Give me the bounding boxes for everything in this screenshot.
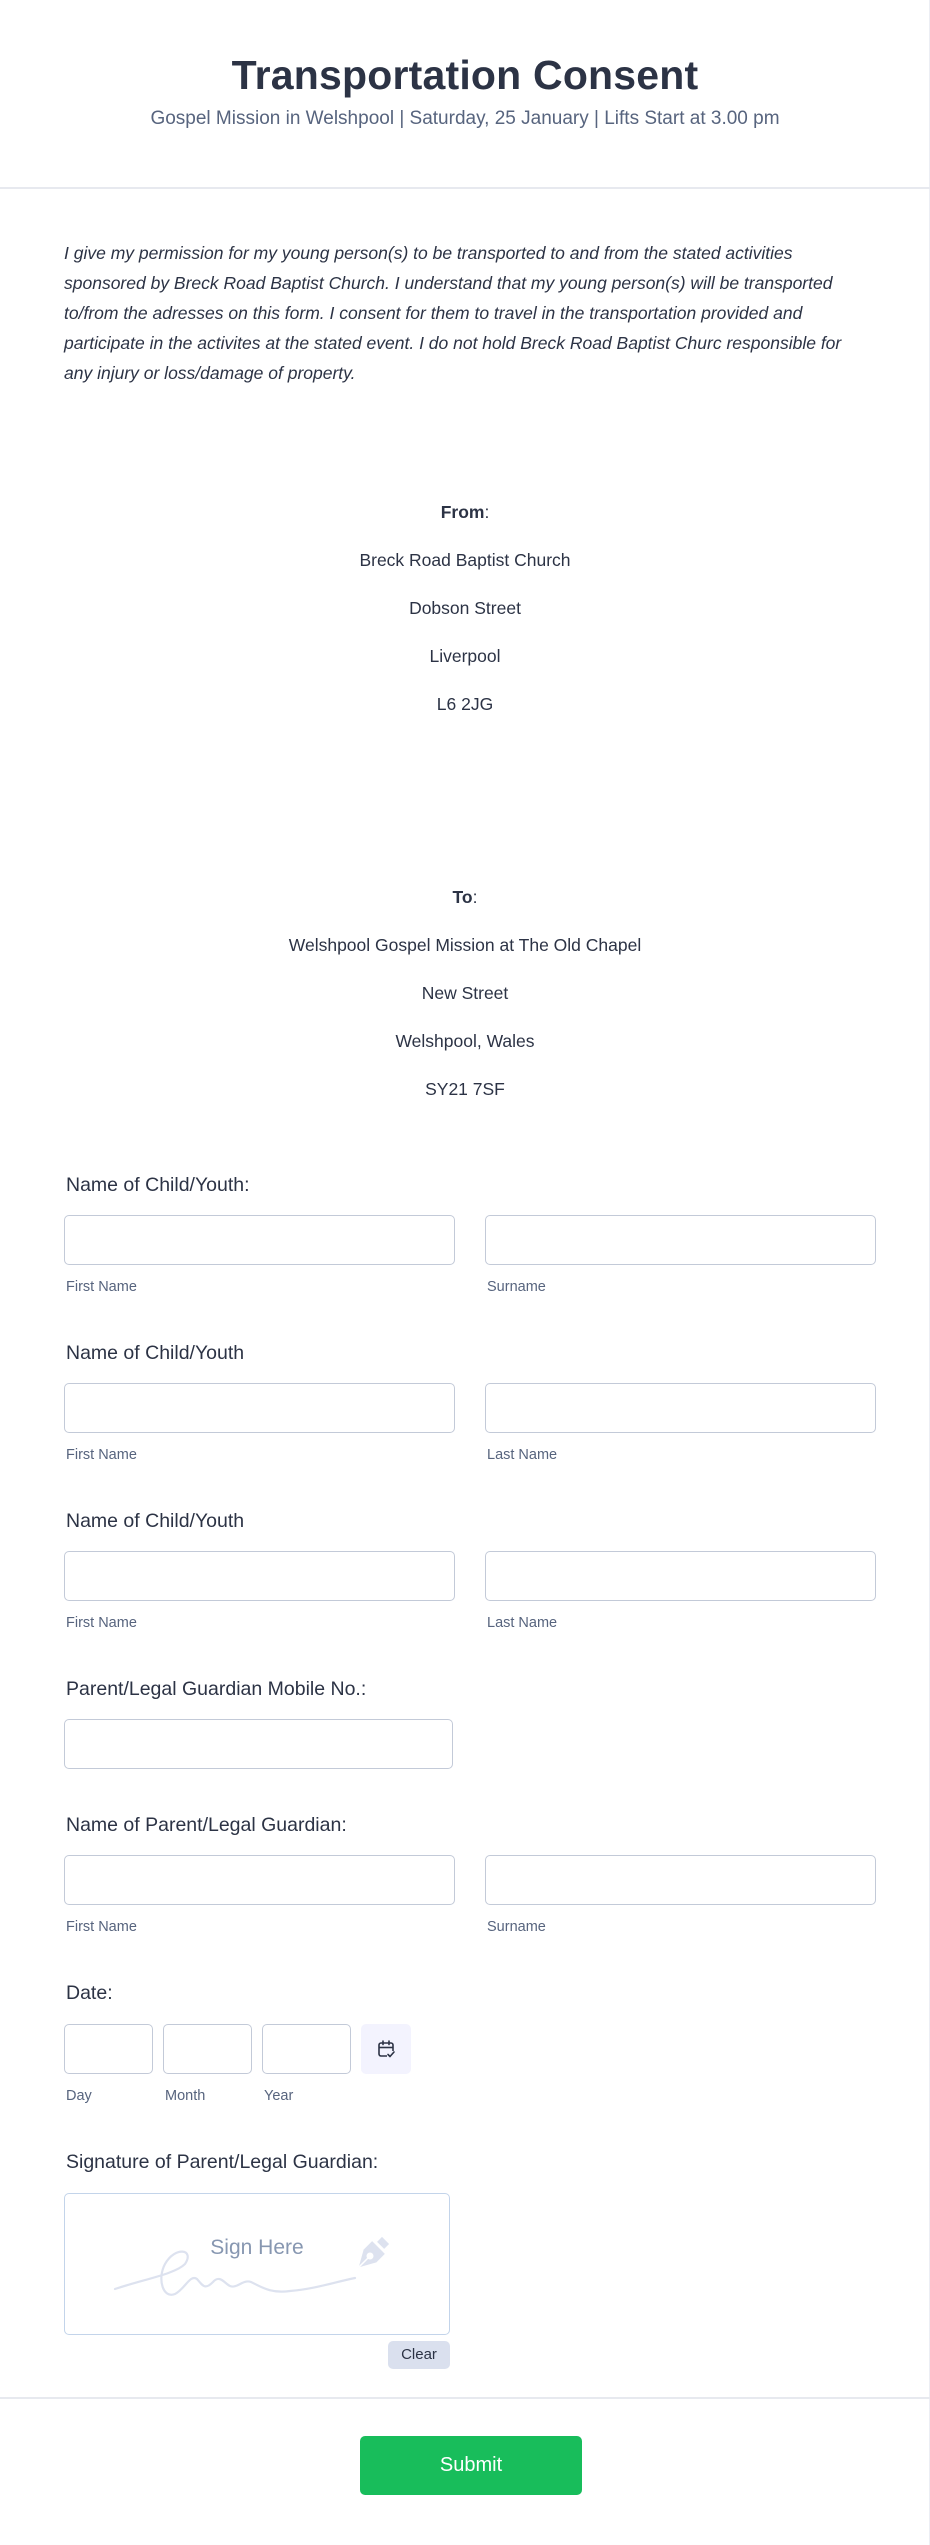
date-year-sublabel: Year <box>264 2088 294 2104</box>
child2-last-name-input[interactable] <box>485 1383 876 1433</box>
signature-pad[interactable] <box>64 2193 450 2335</box>
from-heading: From: <box>440 502 490 522</box>
child3-first-name-sublabel: First Name <box>66 1615 137 1631</box>
footer-divider <box>0 2397 930 2399</box>
to-line: Welshpool Gospel Mission at The Old Chapel <box>288 935 642 955</box>
page-subtitle: Gospel Mission in Welshpool | Saturday, 25 January | Lifts Start at 3.00 pm <box>150 108 780 129</box>
date-month-input[interactable] <box>163 2024 252 2074</box>
from-line: Dobson Street <box>409 598 521 618</box>
child3-last-name-sublabel: Last Name <box>487 1615 558 1631</box>
date-day-input[interactable] <box>64 2024 153 2074</box>
signature-label: Signature of Parent/Legal Guardian: <box>66 2151 379 2173</box>
guardian-name-label: Name of Parent/Legal Guardian: <box>66 1814 347 1836</box>
submit-button[interactable]: Submit <box>360 2436 582 2495</box>
clear-signature-button[interactable]: Clear <box>388 2341 450 2369</box>
child3-first-name-input[interactable] <box>64 1551 455 1601</box>
child1-surname-sublabel: Surname <box>487 1279 546 1295</box>
child3-label: Name of Child/Youth <box>66 1510 245 1532</box>
guardian-first-name-sublabel: First Name <box>66 1919 137 1935</box>
guardian-surname-input[interactable] <box>485 1855 876 1905</box>
from-line: L6 2JG <box>436 694 494 714</box>
guardian-surname-sublabel: Surname <box>487 1919 546 1935</box>
to-line: Welshpool, Wales <box>395 1031 535 1051</box>
from-line: Breck Road Baptist Church <box>359 550 571 570</box>
calendar-picker-button[interactable] <box>361 2024 411 2074</box>
to-line: New Street <box>421 983 509 1003</box>
date-label: Date: <box>66 1982 113 2004</box>
child1-surname-input[interactable] <box>485 1215 876 1265</box>
calendar-check-icon <box>376 2039 396 2059</box>
child1-label: Name of Child/Youth: <box>66 1174 250 1196</box>
from-line: Liverpool <box>429 646 501 666</box>
date-month-sublabel: Month <box>165 2088 206 2104</box>
child2-last-name-sublabel: Last Name <box>487 1447 558 1463</box>
to-address-block <box>0 882 930 1122</box>
child2-first-name-sublabel: First Name <box>66 1447 137 1463</box>
child3-last-name-input[interactable] <box>485 1551 876 1601</box>
child1-first-name-input[interactable] <box>64 1215 455 1265</box>
child2-label: Name of Child/Youth <box>66 1342 245 1364</box>
signature-placeholder: Sign Here <box>210 2236 304 2259</box>
from-address-block <box>0 497 930 737</box>
mobile-label: Parent/Legal Guardian Mobile No.: <box>66 1678 367 1700</box>
child2-first-name-input[interactable] <box>64 1383 455 1433</box>
page-title: Transportation Consent <box>231 52 699 98</box>
child1-first-name-sublabel: First Name <box>66 1279 137 1295</box>
to-line: SY21 7SF <box>425 1079 505 1099</box>
guardian-first-name-input[interactable] <box>64 1855 455 1905</box>
to-heading: To: <box>452 887 478 907</box>
consent-paragraph: I give my permission for my young person(s) to be transported to and from the stated activities sponsored by Breck Road Baptist Church. I understand that my young person(s) will be transported to/from the adresses on this form. I consent for them to travel in the transportation provided and participate in the activites at the stated event. I do not hold Breck Road Baptist Churc responsible for any injury or loss/damage of property. <box>64 243 842 383</box>
date-day-sublabel: Day <box>66 2088 92 2104</box>
signature-squiggle-icon <box>65 2194 451 2336</box>
date-year-input[interactable] <box>262 2024 351 2074</box>
mobile-number-input[interactable] <box>64 1719 453 1769</box>
header-divider <box>0 187 930 189</box>
